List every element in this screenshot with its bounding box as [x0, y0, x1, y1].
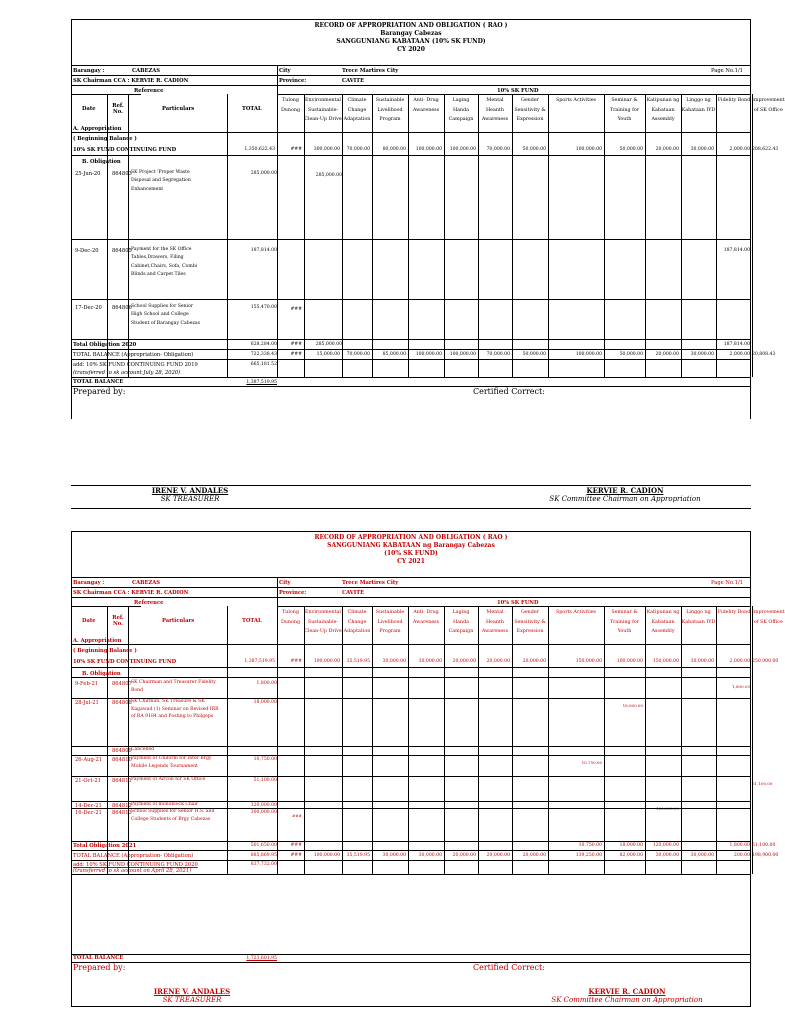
row-total: 120,000.00 — [250, 803, 277, 808]
row-category-value: 187,814.00 — [723, 248, 750, 253]
col-ref: Ref. No. — [112, 103, 124, 115]
total-obligation-c14: 187,814.00 — [723, 342, 750, 347]
category-value: 85,000.00 — [382, 352, 406, 357]
row-particulars: Payment of Uniform for Inter Brgy Mobile Legends Tournament — [131, 756, 212, 769]
category-header: Linggo ng Kabataan IYD — [681, 610, 716, 625]
category-value: 35,519.95 — [346, 853, 370, 858]
category-value: 100,000.00 — [415, 147, 442, 152]
row-category-value: 120,000.00 — [656, 806, 679, 811]
add-fund-label: add: 10% SK FUND CONTINUING FUND 2020 — [73, 862, 198, 868]
row-category-value: ### — [290, 307, 302, 312]
category-value: 150,000.00 — [652, 659, 679, 664]
fund-row-label: 10% SK FUND CONTINUING FUND — [73, 659, 177, 665]
row-ref: 864809 — [112, 748, 132, 754]
final-balance-total: 1,723,601.95 — [246, 956, 277, 961]
category-header: Gender Sensitivity & Expression — [514, 98, 546, 122]
category-header: Sustainable Livelihood Program — [375, 610, 405, 634]
row-ref: 864803 — [112, 171, 132, 177]
category-value: 80,000.00 — [382, 147, 406, 152]
row-date: 9-Dec-20 — [75, 248, 99, 254]
row-category-value: 18,000.00 — [622, 703, 643, 708]
category-value: 50,000.00 — [619, 147, 643, 152]
fund-header: 10% SK FUND — [497, 600, 539, 606]
rao-sheet-2020 — [71, 19, 785, 419]
category-value: 70,000.00 — [346, 352, 370, 357]
category-value: 70,000.00 — [346, 147, 370, 152]
sheet-subtitle: SANGGUNIANG KABATAAN (10% SK FUND) — [336, 38, 486, 45]
row-ref: 864813 — [112, 810, 132, 816]
category-value: 70,000.00 — [486, 352, 510, 357]
row-category-value: 10,750.00 — [581, 760, 602, 765]
category-header: Seminar & Training for Youth — [609, 610, 640, 634]
city-value: Trece Martires City — [342, 580, 399, 586]
category-value: ### — [290, 853, 302, 858]
reference-label: Reference — [134, 600, 164, 606]
chairman-title: SK Committee Chairman on Appropriation — [549, 495, 701, 503]
category-value: 20,000.00 — [486, 659, 510, 664]
category-value: 50,000.00 — [619, 352, 643, 357]
category-header: Seminar & Training for Youth — [609, 98, 640, 122]
chairman-title: SK Committee Chairman on Appropriation — [551, 996, 703, 1004]
city-label: City — [279, 580, 291, 586]
category-value: 100,000.00 — [575, 352, 602, 357]
category-value: 208,622.43 — [752, 147, 779, 152]
category-header: Fidelity Bond — [717, 98, 751, 103]
row-particulars: School Supplies for Senior H.S. and College Students of Brgy Cabezas — [131, 809, 215, 822]
fund-row-total: 1,387,519.95 — [244, 659, 275, 664]
category-header: Laging Handa Campaign — [448, 610, 474, 634]
category-value: 30,000.00 — [690, 147, 714, 152]
category-header: Laging Handa Campaign — [448, 98, 474, 122]
transferred-note: (transferred to sk account July 28, 2020) — [73, 370, 181, 376]
category-value: 50,000.00 — [522, 147, 546, 152]
row-category-value: 285,000.00 — [315, 173, 342, 178]
col-ref: Ref. No. — [112, 615, 124, 627]
final-balance-total: 1,387,519.95 — [246, 380, 277, 385]
certified-correct-label: Certified Correct: — [473, 963, 545, 972]
total-balance-label: TOTAL BALANCE (Appropriation- Obligation) — [73, 853, 194, 859]
city-label: City — [279, 68, 291, 74]
category-value: 100,000.00 — [449, 147, 476, 152]
category-value: 100,000.00 — [415, 352, 442, 357]
reference-label: Reference — [134, 88, 164, 94]
col-particulars: Particulars — [162, 618, 195, 624]
province-value: CAVITE — [342, 590, 365, 596]
row-total: 300,000.00 — [250, 810, 277, 815]
category-value: 198,900.00 — [752, 853, 779, 858]
obligation-label: B. Obligation — [82, 159, 121, 165]
barangay-value: CABEZAS — [132, 580, 161, 586]
category-value: 20,000.00 — [522, 659, 546, 664]
row-particulars: SK Chirman, SK Treasure & SK Kagawad (1) Seminar on Revised IRR of RA 9184 and Posting to Philgeps — [131, 699, 219, 720]
treasurer-title: SK TREASURER — [162, 996, 222, 1004]
row-date: 28-Jul-21 — [75, 700, 99, 706]
col-date: Date — [82, 618, 96, 624]
category-header: Climate Change Adaptation — [343, 610, 371, 634]
category-value: 10,750.00 — [578, 843, 602, 848]
row-date: 21-Oct-21 — [75, 778, 101, 784]
category-value: ### — [290, 147, 302, 152]
category-header: Gender Sensitivity & Expression — [514, 610, 546, 634]
category-header: Anti- Drug Awareness — [412, 610, 440, 625]
category-value: 300,000.00 — [313, 147, 340, 152]
treasurer-name: IRENE V. ANDALES — [153, 987, 231, 996]
certified-correct-label: Certified Correct: — [473, 387, 545, 396]
transferred-note: (transferred to sk account on April 28, 2021) — [73, 868, 192, 874]
row-total: 187,814.00 — [250, 248, 277, 253]
category-value: 82,000.00 — [619, 853, 643, 858]
category-value: 100,000.00 — [575, 147, 602, 152]
row-total: 51,100.00 — [253, 778, 277, 783]
col-date: Date — [82, 106, 96, 112]
col-total: TOTAL — [242, 106, 262, 112]
rao-sheet-2021 — [71, 531, 785, 1007]
signature-chairman — [530, 486, 720, 503]
category-header: Sustainable Livelihood Program — [375, 98, 405, 122]
page-number: Page No.1/1 — [711, 68, 743, 74]
category-header: Improvement of SK Office — [752, 98, 785, 113]
province-label: Province: — [279, 78, 307, 84]
category-header: Fidelity Bond — [717, 610, 751, 615]
sheet-title: RECORD OF APPROPRIATION AND OBLIGATION ( RAO ) — [314, 22, 508, 29]
row-particulars: Payment for the SK Office Tables,Drawers, Filing Cabinet,Chairs, Sofa, Combi Blinds and Carpet Tiles — [131, 247, 198, 277]
category-header: Tulong Dunong — [280, 98, 301, 113]
category-value: 20,000.00 — [452, 853, 476, 858]
final-balance-label: TOTAL BALANCE — [73, 955, 124, 961]
row-particulars: School Supplies for Senior High School and College Student of Barangay Cabezas — [131, 304, 200, 326]
category-value: 35,519.95 — [346, 659, 370, 664]
row-total: 155,470.00 — [250, 305, 277, 310]
sheet-subtitle: (10% SK FUND) — [384, 550, 438, 557]
city-value: Trece Martires City — [342, 68, 399, 74]
category-value: 120,000.00 — [652, 843, 679, 848]
total-balance-label: TOTAL BALANCE (Appropriation- Obligation) — [73, 352, 194, 358]
row-particulars: SK Chairman and Treasurer Fidelity Bond — [131, 680, 216, 693]
category-value: 30,000.00 — [655, 853, 679, 858]
row-date: 9-Feb-21 — [75, 681, 99, 687]
category-value: 100,000.00 — [313, 853, 340, 858]
category-header: Katipunan ng Kabataan Assembly — [646, 610, 680, 634]
add-fund-label: add: 10% SK FUND CONTINUING FUND 2019 — [73, 362, 198, 368]
category-value: 100,000.00 — [313, 659, 340, 664]
row-category-value: ### — [291, 813, 302, 818]
fund-row-total: 1,350,622.43 — [244, 147, 275, 152]
row-category-value: 1,800.00 — [732, 684, 750, 689]
category-value: 2,000.00 — [729, 659, 750, 664]
category-header: Climate Change Adaptation — [343, 98, 371, 122]
add-fund-total: 665,181.52 — [250, 362, 277, 367]
treasurer-name: IRENE V. ANDALES — [151, 486, 229, 495]
category-value: 50,000.00 — [522, 352, 546, 357]
category-value: 139,250.00 — [575, 853, 602, 858]
chairman-label: SK Chairman CCA : KERVIE R. CADION — [73, 590, 189, 596]
col-particulars: Particulars — [162, 106, 195, 112]
total-obligation-c1: ### — [290, 342, 302, 347]
category-value: 30,000.00 — [382, 659, 406, 664]
row-particulars: Cancelled — [131, 747, 155, 752]
category-value: 200.00 — [733, 853, 750, 858]
category-value: 18,000.00 — [619, 843, 643, 848]
total-obligation-label: Total Obligation 2021 — [73, 843, 137, 849]
row-ref: 864806 — [112, 305, 132, 311]
category-header: Linggo ng Kabataan IYD — [681, 98, 716, 113]
signature-chairman — [532, 987, 722, 1004]
appropriation-label: A. Appropriation — [73, 638, 122, 644]
row-ref: 864812 — [112, 803, 132, 809]
category-value: 100,000.00 — [616, 659, 643, 664]
row-date: 16-Dec-21 — [75, 810, 102, 816]
category-header: Anti- Drug Awareness — [412, 98, 440, 113]
category-value: 20,000.00 — [655, 147, 679, 152]
row-total: 18,000.00 — [253, 700, 277, 705]
barangay-label: Barangay : — [73, 68, 105, 74]
total-balance-total: 722,338.43 — [250, 352, 277, 357]
row-particulars: Payment of monoblock Chair — [131, 802, 199, 807]
category-header: Tulong Dunong — [280, 610, 301, 625]
fund-row-label: 10% SK FUND CONTINUING FUND — [73, 147, 177, 153]
fund-header: 10% SK FUND — [497, 88, 539, 94]
category-value: 15,000.00 — [316, 352, 340, 357]
category-value: 250,000.00 — [752, 659, 779, 664]
signature-treasurer — [122, 987, 262, 1004]
beginning-balance: ( Beginning Balance ) — [73, 648, 137, 654]
category-header: Mental Heanth Awareness — [481, 610, 509, 634]
category-value: 2,000.00 — [729, 352, 750, 357]
total-obligation-c2: 285,000.00 — [315, 342, 342, 347]
category-value: 20,000.00 — [452, 659, 476, 664]
prepared-by-label: Prepared by: — [73, 387, 126, 396]
category-value: 20,000.00 — [655, 352, 679, 357]
category-value: 150,000.00 — [575, 659, 602, 664]
sheet-year: CY 2020 — [397, 46, 425, 53]
treasurer-title: SK TREASURER — [160, 495, 220, 503]
beginning-balance: ( Beginning Balance ) — [73, 136, 137, 142]
signature-treasurer — [120, 486, 260, 503]
category-value: 20,808.43 — [752, 352, 776, 357]
col-total: TOTAL — [242, 618, 262, 624]
category-value: 30,000.00 — [690, 659, 714, 664]
chairman-label: SK Chairman CCA : KERVIE R. CADION — [73, 78, 189, 84]
category-value: 51,100.00 — [752, 843, 776, 848]
row-ref: 864807 — [112, 681, 132, 687]
category-header: Environmental Sustainable- Clean-Up Drive — [304, 610, 342, 634]
category-value: 30,000.00 — [690, 352, 714, 357]
category-value: 1,800.00 — [729, 843, 750, 848]
row-particulars: Payment of Aircon for SK Office — [131, 777, 206, 782]
category-value: 30,000.00 — [418, 659, 442, 664]
category-value: ### — [290, 843, 302, 848]
category-header: Improvement of SK Office — [752, 610, 785, 625]
row-total: 1,800.00 — [256, 681, 277, 686]
category-header: Sports Activities — [555, 98, 597, 103]
final-balance-label: TOTAL BALANCE — [73, 379, 124, 385]
total-obligation-total: 628,284.00 — [250, 342, 277, 347]
category-value: 30,000.00 — [382, 853, 406, 858]
category-value: 70,000.00 — [486, 147, 510, 152]
chairman-name: KERVIE R. CADION — [588, 987, 666, 996]
sheet-title: RECORD OF APPROPRIATION AND OBLIGATION ( RAO ) — [314, 534, 508, 541]
chairman-name: KERVIE R. CADION — [586, 486, 664, 495]
category-value: 20,000.00 — [486, 853, 510, 858]
category-header: Sports Activities — [555, 610, 597, 615]
appropriation-label: A. Appropriation — [73, 126, 122, 132]
category-value: ### — [290, 352, 302, 357]
province-value: CAVITE — [342, 78, 365, 84]
row-total: 285,000.00 — [250, 171, 277, 176]
total-balance-total: 885,869.95 — [250, 853, 277, 858]
row-ref: 864808 — [112, 700, 132, 706]
category-value: ### — [290, 659, 302, 664]
row-date: 25-Jun-20 — [75, 171, 101, 177]
row-ref: 864810 — [112, 757, 132, 763]
category-value: 20,000.00 — [522, 853, 546, 858]
row-date: 26-Aug-21 — [75, 757, 103, 763]
row-ref: 864805 — [112, 248, 132, 254]
barangay-value: CABEZAS — [132, 68, 161, 74]
category-value: 30,000.00 — [690, 853, 714, 858]
category-value: 100,000.00 — [449, 352, 476, 357]
category-header: Environmental Sustainable- Clean-Up Drive — [304, 98, 342, 122]
row-date: 17-Dec-20 — [75, 305, 102, 311]
category-value: 30,000.00 — [418, 853, 442, 858]
row-particulars: SK Project 'Proper Waste Disposal and Segregation Enhancement — [131, 170, 191, 192]
category-header: Mental Heanth Awareness — [481, 98, 509, 122]
province-label: Province: — [279, 590, 307, 596]
total-obligation-total: 501,650.00 — [250, 843, 277, 848]
row-total: 10,750.00 — [253, 757, 277, 762]
sheet-subtitle: Barangay Cabezas — [380, 30, 442, 37]
prepared-by-label: Prepared by: — [73, 963, 126, 972]
row-category-value: 51,100.00 — [752, 781, 773, 786]
add-fund-total: 837,732.00 — [250, 862, 277, 867]
category-value: 2,000.00 — [729, 147, 750, 152]
barangay-label: Barangay : — [73, 580, 105, 586]
row-date: 14-Dec-21 — [75, 803, 102, 809]
sheet-year: CY 2021 — [397, 558, 425, 565]
row-ref: 864811 — [112, 778, 132, 784]
page-number: Page No.1/1 — [711, 580, 743, 586]
obligation-label: B. Obligation — [82, 671, 121, 677]
category-header: Katipunan ng Kabataan Assembly — [646, 98, 680, 122]
total-obligation-label: Total Obligation 2020 — [73, 342, 137, 348]
sheet-subtitle: SANGGUNIANG KABATAAN ng Barangay Cabezas — [327, 542, 495, 549]
